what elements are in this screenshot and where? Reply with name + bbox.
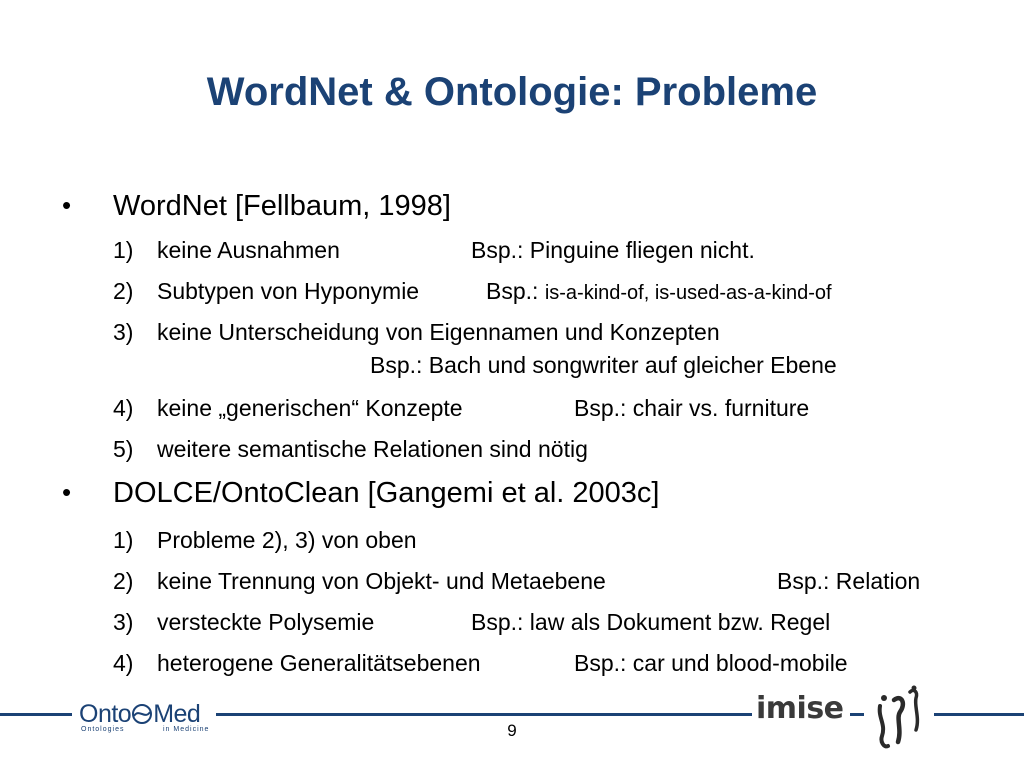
page-number: 9 (507, 721, 517, 740)
bullet-point: • (62, 477, 72, 507)
ontomed-logo-sub-right: in Medicine (163, 726, 210, 733)
item-example: Bsp.: chair vs. furniture (574, 395, 810, 421)
item-number: 1) (113, 527, 134, 553)
logo-separator (850, 713, 864, 716)
item-number: 3) (113, 609, 134, 635)
item-text: heterogene Generalitätsebenen (157, 650, 481, 676)
ontomed-logo-text: Onto Med (79, 700, 201, 728)
item-example: Bsp.: car und blood-mobile (574, 650, 848, 676)
footer-line-right (934, 713, 1024, 716)
slide-title: WordNet & Ontologie: Probleme (206, 70, 818, 114)
footer-line-center (216, 713, 752, 716)
imise-logo: imise (756, 691, 844, 726)
item-text: keine Ausnahmen (157, 237, 340, 263)
item-number: 1) (113, 237, 134, 263)
item-number: 3) (113, 319, 134, 345)
item-number: 4) (113, 395, 134, 421)
item-example: Bsp.: Pinguine fliegen nicht. (471, 237, 755, 263)
item-number: 2) (113, 278, 134, 304)
item-example: Bsp.: law als Dokument bzw. Regel (471, 609, 831, 635)
item-example (486, 278, 832, 305)
item-text: weitere semantische Relationen sind nötig (157, 436, 588, 462)
section-heading: DOLCE/OntoClean [Gangemi et al. 2003c] (113, 477, 660, 509)
bullet-point: • (62, 190, 72, 220)
item-number: 4) (113, 650, 134, 676)
item-text: keine Trennung von Objekt- und Metaebene (157, 568, 606, 594)
footer-line-left (0, 713, 72, 716)
example-prefix: Bsp.: (486, 278, 539, 304)
item-example: Bsp.: Bach und songwriter auf gleicher Ebene (370, 352, 837, 378)
item-number: 5) (113, 436, 134, 462)
item-text: keine „generischen“ Konzepte (157, 395, 463, 421)
section-heading: WordNet [Fellbaum, 1998] (113, 190, 451, 222)
ifi-logo-icon (872, 684, 928, 752)
item-number: 2) (113, 568, 134, 594)
ontomed-logo-sub-left: Ontologies (81, 726, 125, 733)
item-text: Probleme 2), 3) von oben (157, 527, 417, 553)
item-text: keine Unterscheidung von Eigennamen und Konzepten (157, 319, 720, 345)
item-text: Subtypen von Hyponymie (157, 278, 420, 304)
item-example: Bsp.: Relation (777, 568, 921, 594)
example-small: is-a-kind-of, is-used-as-a-kind-of (544, 282, 832, 304)
item-text: versteckte Polysemie (157, 609, 375, 635)
